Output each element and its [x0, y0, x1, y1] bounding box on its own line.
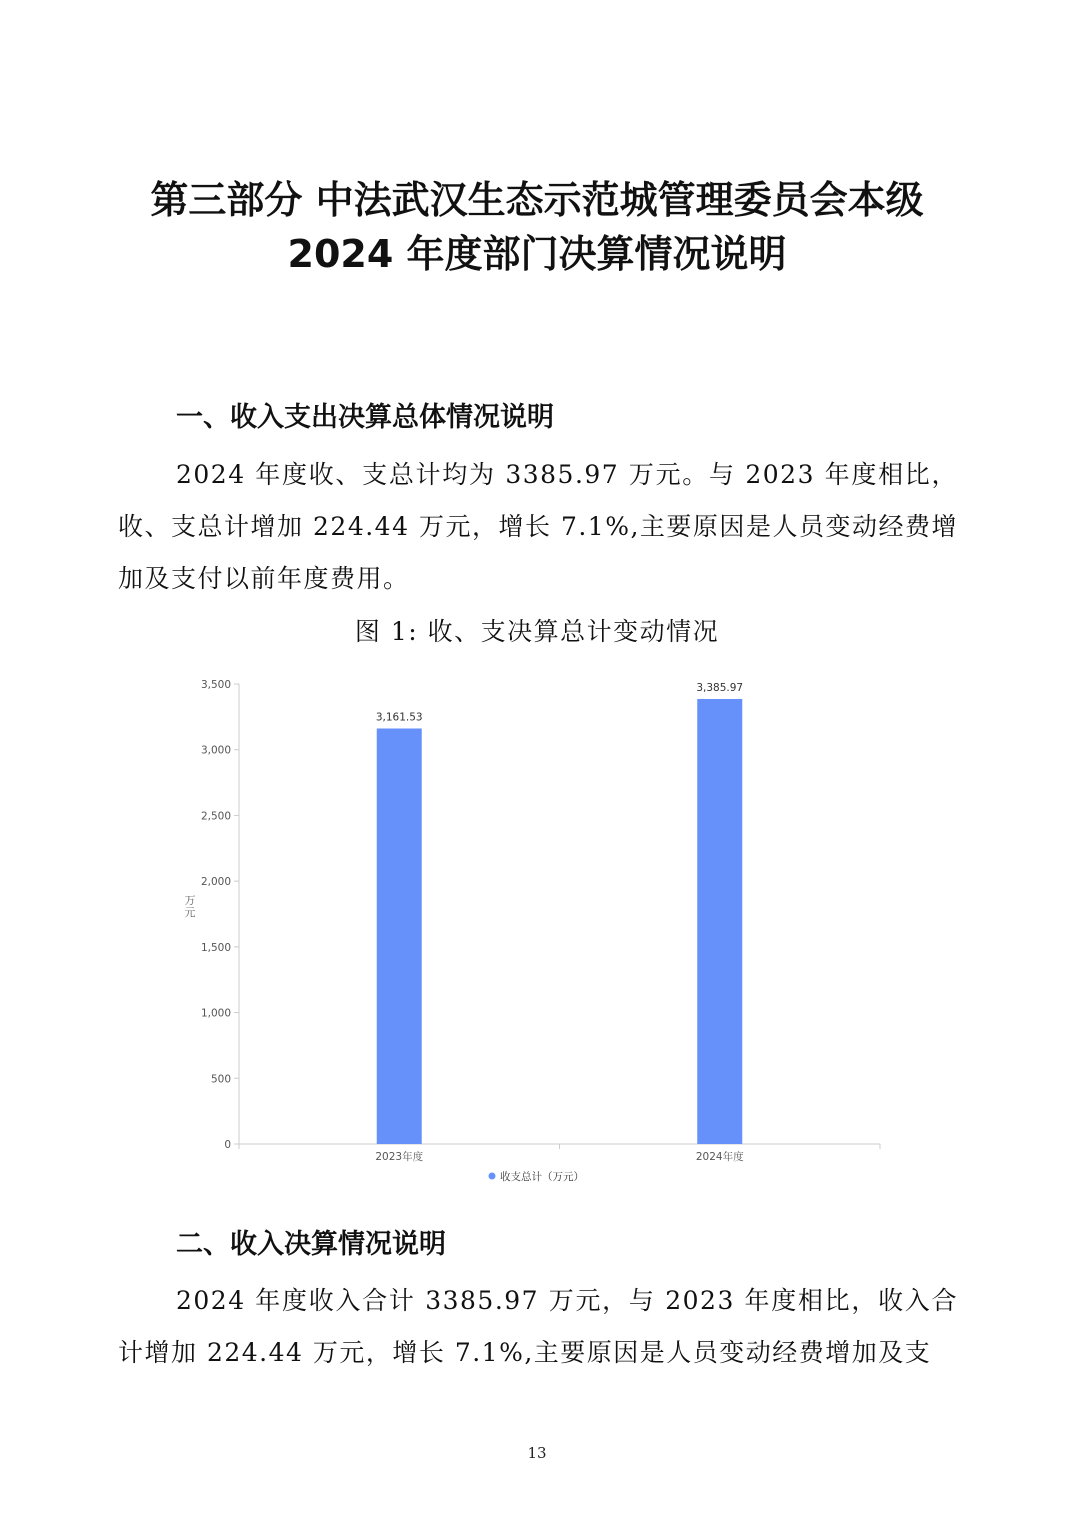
- bar: [377, 728, 422, 1144]
- y-tick-label: 2,500: [200, 810, 231, 823]
- x-tick-label: 2023年度: [375, 1151, 424, 1163]
- section-1-paragraph: 2024 年度收、支总计均为 3385.97 万元。与 2023 年度相比，收、支总计增加 224.44 万元，增长 7.1%,主要原因是人员变动经费增加及支付以前年度费用。: [118, 460, 958, 593]
- bar-data-label: 3,385.97: [696, 681, 744, 694]
- y-axis: [201, 679, 239, 1151]
- legend-marker: [489, 1173, 496, 1180]
- y-axis-label: 万元: [184, 894, 196, 919]
- chart-legend: [489, 1170, 585, 1183]
- x-axis: [239, 1144, 880, 1163]
- legend-label: 收支总计（万元）: [500, 1171, 584, 1183]
- bar: [697, 699, 742, 1144]
- y-tick-label: 1,000: [200, 1007, 231, 1020]
- y-tick-label: 0: [224, 1139, 231, 1151]
- x-tick-label: 2024年度: [695, 1151, 744, 1163]
- section-1-heading: 一、收入支出决算总体情况说明: [176, 402, 554, 433]
- y-tick-label: 3,000: [200, 744, 231, 757]
- y-tick-label: 500: [210, 1073, 231, 1086]
- page-title-line-2: 2024 年度部门决算情况说明: [287, 232, 787, 276]
- section-2-heading: 二、收入决算情况说明: [176, 1229, 446, 1260]
- y-tick-label: 3,500: [200, 679, 231, 691]
- y-tick-label: 1,500: [200, 941, 231, 954]
- figure-caption: 图 1: 收、支决算总计变动情况: [354, 617, 720, 646]
- page-title-line-1: 第三部分 中法武汉生态示范城管理委员会本级: [150, 178, 924, 222]
- section-2-paragraph: 2024 年度收入合计 3385.97 万元，与 2023 年度相比，收入合计增加 224.44 万元，增长 7.1%,主要原因是人员变动经费增加及支: [118, 1286, 958, 1367]
- bar-series: [376, 682, 743, 1144]
- page-number: 13: [527, 1444, 547, 1462]
- bar-data-label: 3,161.53: [375, 711, 423, 724]
- income-expense-bar-chart: [170, 668, 890, 1193]
- y-tick-label: 2,000: [200, 876, 231, 889]
